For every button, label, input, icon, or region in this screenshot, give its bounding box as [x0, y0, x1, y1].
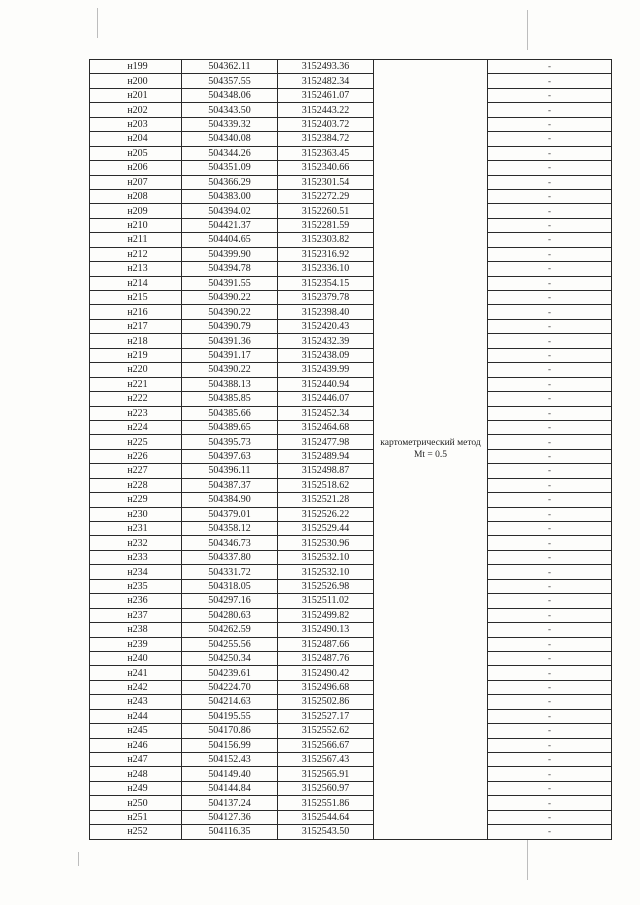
y-coordinate-cell: 3152543.50: [278, 825, 374, 839]
table-row: [90, 363, 612, 377]
y-coordinate-cell: 3152496.68: [278, 680, 374, 694]
point-name-cell: н211: [90, 233, 182, 247]
extra-value-cell: -: [488, 291, 612, 305]
point-name-cell: н214: [90, 276, 182, 290]
extra-value-cell: -: [488, 738, 612, 752]
y-coordinate-cell: 3152490.13: [278, 623, 374, 637]
y-coordinate-cell: 3152403.72: [278, 117, 374, 131]
x-coordinate-cell: 504390.79: [182, 319, 278, 333]
table-row: [90, 406, 612, 420]
y-coordinate-cell: 3152363.45: [278, 146, 374, 160]
point-name-cell: н248: [90, 767, 182, 781]
table-row: [90, 637, 612, 651]
extra-value-cell: -: [488, 88, 612, 102]
point-name-cell: н234: [90, 565, 182, 579]
y-coordinate-cell: 3152532.10: [278, 565, 374, 579]
table-row: [90, 767, 612, 781]
table-row: [90, 608, 612, 622]
table-row: [90, 623, 612, 637]
table-row: [90, 103, 612, 117]
point-name-cell: н252: [90, 825, 182, 839]
point-name-cell: н199: [90, 60, 182, 74]
extra-value-cell: -: [488, 175, 612, 189]
point-name-cell: н243: [90, 695, 182, 709]
extra-value-cell: -: [488, 579, 612, 593]
scan-artifact-line: [527, 10, 528, 50]
y-coordinate-cell: 3152527.17: [278, 709, 374, 723]
extra-value-cell: -: [488, 695, 612, 709]
y-coordinate-cell: 3152502.86: [278, 695, 374, 709]
point-name-cell: н210: [90, 218, 182, 232]
extra-value-cell: -: [488, 767, 612, 781]
x-coordinate-cell: 504331.72: [182, 565, 278, 579]
x-coordinate-cell: 504383.00: [182, 189, 278, 203]
table-row: [90, 493, 612, 507]
y-coordinate-cell: 3152487.66: [278, 637, 374, 651]
extra-value-cell: -: [488, 420, 612, 434]
point-name-cell: н225: [90, 435, 182, 449]
extra-value-cell: -: [488, 319, 612, 333]
x-coordinate-cell: 504358.12: [182, 522, 278, 536]
extra-value-cell: -: [488, 103, 612, 117]
x-coordinate-cell: 504388.13: [182, 377, 278, 391]
point-name-cell: н231: [90, 522, 182, 536]
x-coordinate-cell: 504390.22: [182, 363, 278, 377]
y-coordinate-cell: 3152438.09: [278, 348, 374, 362]
y-coordinate-cell: 3152316.92: [278, 247, 374, 261]
x-coordinate-cell: 504137.24: [182, 796, 278, 810]
point-name-cell: н229: [90, 493, 182, 507]
y-coordinate-cell: 3152566.67: [278, 738, 374, 752]
table-row: [90, 189, 612, 203]
extra-value-cell: -: [488, 276, 612, 290]
table-row: [90, 709, 612, 723]
x-coordinate-cell: 504170.86: [182, 724, 278, 738]
method-note-cell: картометрический метод Mt = 0.5: [374, 60, 488, 840]
point-name-cell: н251: [90, 810, 182, 824]
y-coordinate-cell: 3152493.36: [278, 60, 374, 74]
table-row: [90, 319, 612, 333]
x-coordinate-cell: 504379.01: [182, 507, 278, 521]
table-row: [90, 478, 612, 492]
y-coordinate-cell: 3152379.78: [278, 291, 374, 305]
point-name-cell: н221: [90, 377, 182, 391]
point-name-cell: н230: [90, 507, 182, 521]
extra-value-cell: -: [488, 709, 612, 723]
coordinates-table-body: [90, 60, 612, 840]
extra-value-cell: -: [488, 377, 612, 391]
table-row: [90, 651, 612, 665]
point-name-cell: н219: [90, 348, 182, 362]
point-name-cell: н226: [90, 449, 182, 463]
table-row: [90, 334, 612, 348]
extra-value-cell: -: [488, 507, 612, 521]
y-coordinate-cell: 3152489.94: [278, 449, 374, 463]
table-row: [90, 247, 612, 261]
table-row: [90, 522, 612, 536]
y-coordinate-cell: 3152565.91: [278, 767, 374, 781]
x-coordinate-cell: 504384.90: [182, 493, 278, 507]
table-row: [90, 680, 612, 694]
y-coordinate-cell: 3152354.15: [278, 276, 374, 290]
point-name-cell: н207: [90, 175, 182, 189]
y-coordinate-cell: 3152432.39: [278, 334, 374, 348]
point-name-cell: н247: [90, 753, 182, 767]
x-coordinate-cell: 504348.06: [182, 88, 278, 102]
point-name-cell: н249: [90, 781, 182, 795]
table-row: [90, 449, 612, 463]
y-coordinate-cell: 3152446.07: [278, 392, 374, 406]
x-coordinate-cell: 504152.43: [182, 753, 278, 767]
y-coordinate-cell: 3152384.72: [278, 132, 374, 146]
point-name-cell: н201: [90, 88, 182, 102]
extra-value-cell: -: [488, 522, 612, 536]
y-coordinate-cell: 3152490.42: [278, 666, 374, 680]
y-coordinate-cell: 3152420.43: [278, 319, 374, 333]
point-name-cell: н203: [90, 117, 182, 131]
extra-value-cell: -: [488, 536, 612, 550]
point-name-cell: н212: [90, 247, 182, 261]
table-row: [90, 88, 612, 102]
point-name-cell: н209: [90, 204, 182, 218]
extra-value-cell: -: [488, 449, 612, 463]
table-row: [90, 594, 612, 608]
extra-value-cell: -: [488, 651, 612, 665]
table-row: [90, 60, 612, 74]
table-row: [90, 132, 612, 146]
table-row: [90, 565, 612, 579]
y-coordinate-cell: 3152461.07: [278, 88, 374, 102]
table-row: [90, 276, 612, 290]
table-row: [90, 305, 612, 319]
point-name-cell: н222: [90, 392, 182, 406]
point-name-cell: н239: [90, 637, 182, 651]
table-row: [90, 825, 612, 839]
extra-value-cell: -: [488, 810, 612, 824]
x-coordinate-cell: 504385.66: [182, 406, 278, 420]
scan-artifact-line: [78, 852, 79, 866]
extra-value-cell: -: [488, 623, 612, 637]
x-coordinate-cell: 504195.55: [182, 709, 278, 723]
x-coordinate-cell: 504399.90: [182, 247, 278, 261]
point-name-cell: н202: [90, 103, 182, 117]
x-coordinate-cell: 504390.22: [182, 291, 278, 305]
point-name-cell: н250: [90, 796, 182, 810]
x-coordinate-cell: 504343.50: [182, 103, 278, 117]
table-row: [90, 550, 612, 564]
y-coordinate-cell: 3152303.82: [278, 233, 374, 247]
point-name-cell: н244: [90, 709, 182, 723]
y-coordinate-cell: 3152336.10: [278, 262, 374, 276]
table-row: [90, 435, 612, 449]
x-coordinate-cell: 504280.63: [182, 608, 278, 622]
x-coordinate-cell: 504340.08: [182, 132, 278, 146]
y-coordinate-cell: 3152281.59: [278, 218, 374, 232]
x-coordinate-cell: 504366.29: [182, 175, 278, 189]
x-coordinate-cell: 504394.02: [182, 204, 278, 218]
scan-artifact-line: [97, 8, 98, 38]
extra-value-cell: -: [488, 666, 612, 680]
extra-value-cell: -: [488, 565, 612, 579]
y-coordinate-cell: 3152482.34: [278, 74, 374, 88]
point-name-cell: н238: [90, 623, 182, 637]
x-coordinate-cell: 504262.59: [182, 623, 278, 637]
x-coordinate-cell: 504397.63: [182, 449, 278, 463]
extra-value-cell: -: [488, 435, 612, 449]
extra-value-cell: -: [488, 132, 612, 146]
x-coordinate-cell: 504337.80: [182, 550, 278, 564]
y-coordinate-cell: 3152521.28: [278, 493, 374, 507]
y-coordinate-cell: 3152340.66: [278, 161, 374, 175]
extra-value-cell: -: [488, 493, 612, 507]
table-row: [90, 377, 612, 391]
x-coordinate-cell: 504116.35: [182, 825, 278, 839]
table-row: [90, 146, 612, 160]
extra-value-cell: -: [488, 247, 612, 261]
x-coordinate-cell: 504250.34: [182, 651, 278, 665]
point-name-cell: н206: [90, 161, 182, 175]
x-coordinate-cell: 504396.11: [182, 464, 278, 478]
x-coordinate-cell: 504391.55: [182, 276, 278, 290]
extra-value-cell: -: [488, 796, 612, 810]
table-row: [90, 74, 612, 88]
extra-value-cell: -: [488, 550, 612, 564]
table-row: [90, 420, 612, 434]
y-coordinate-cell: 3152487.76: [278, 651, 374, 665]
table-row: [90, 724, 612, 738]
x-coordinate-cell: 504255.56: [182, 637, 278, 651]
point-name-cell: н241: [90, 666, 182, 680]
extra-value-cell: -: [488, 478, 612, 492]
x-coordinate-cell: 504362.11: [182, 60, 278, 74]
y-coordinate-cell: 3152260.51: [278, 204, 374, 218]
x-coordinate-cell: 504351.09: [182, 161, 278, 175]
y-coordinate-cell: 3152440.94: [278, 377, 374, 391]
extra-value-cell: -: [488, 233, 612, 247]
extra-value-cell: -: [488, 262, 612, 276]
point-name-cell: н232: [90, 536, 182, 550]
x-coordinate-cell: 504144.84: [182, 781, 278, 795]
y-coordinate-cell: 3152544.64: [278, 810, 374, 824]
x-coordinate-cell: 504224.70: [182, 680, 278, 694]
y-coordinate-cell: 3152552.62: [278, 724, 374, 738]
x-coordinate-cell: 504149.40: [182, 767, 278, 781]
table-row: [90, 666, 612, 680]
y-coordinate-cell: 3152443.22: [278, 103, 374, 117]
y-coordinate-cell: 3152529.44: [278, 522, 374, 536]
point-name-cell: н235: [90, 579, 182, 593]
table-row: [90, 218, 612, 232]
x-coordinate-cell: 504156.99: [182, 738, 278, 752]
x-coordinate-cell: 504395.73: [182, 435, 278, 449]
table-row: [90, 348, 612, 362]
x-coordinate-cell: 504387.37: [182, 478, 278, 492]
point-name-cell: н245: [90, 724, 182, 738]
point-name-cell: н220: [90, 363, 182, 377]
point-name-cell: н240: [90, 651, 182, 665]
y-coordinate-cell: 3152511.02: [278, 594, 374, 608]
y-coordinate-cell: 3152477.98: [278, 435, 374, 449]
table-row: [90, 810, 612, 824]
y-coordinate-cell: 3152439.99: [278, 363, 374, 377]
point-name-cell: н236: [90, 594, 182, 608]
table-row: [90, 781, 612, 795]
extra-value-cell: -: [488, 161, 612, 175]
point-name-cell: н242: [90, 680, 182, 694]
x-coordinate-cell: 504239.61: [182, 666, 278, 680]
x-coordinate-cell: 504394.78: [182, 262, 278, 276]
point-name-cell: н204: [90, 132, 182, 146]
x-coordinate-cell: 504389.65: [182, 420, 278, 434]
y-coordinate-cell: 3152499.82: [278, 608, 374, 622]
extra-value-cell: -: [488, 594, 612, 608]
point-name-cell: н217: [90, 319, 182, 333]
table-row: [90, 464, 612, 478]
table-row: [90, 161, 612, 175]
y-coordinate-cell: 3152464.68: [278, 420, 374, 434]
table-row: [90, 392, 612, 406]
extra-value-cell: -: [488, 753, 612, 767]
y-coordinate-cell: 3152530.96: [278, 536, 374, 550]
extra-value-cell: -: [488, 724, 612, 738]
extra-value-cell: -: [488, 363, 612, 377]
y-coordinate-cell: 3152560.97: [278, 781, 374, 795]
table-row: [90, 291, 612, 305]
y-coordinate-cell: 3152452.34: [278, 406, 374, 420]
y-coordinate-cell: 3152301.54: [278, 175, 374, 189]
x-coordinate-cell: 504214.63: [182, 695, 278, 709]
x-coordinate-cell: 504421.37: [182, 218, 278, 232]
x-coordinate-cell: 504404.65: [182, 233, 278, 247]
table-row: [90, 579, 612, 593]
x-coordinate-cell: 504339.32: [182, 117, 278, 131]
y-coordinate-cell: 3152518.62: [278, 478, 374, 492]
table-row: [90, 262, 612, 276]
extra-value-cell: -: [488, 204, 612, 218]
point-name-cell: н213: [90, 262, 182, 276]
point-name-cell: н233: [90, 550, 182, 564]
point-name-cell: н208: [90, 189, 182, 203]
extra-value-cell: -: [488, 464, 612, 478]
extra-value-cell: -: [488, 305, 612, 319]
table-row: [90, 695, 612, 709]
extra-value-cell: -: [488, 680, 612, 694]
table-row: [90, 796, 612, 810]
x-coordinate-cell: 504344.26: [182, 146, 278, 160]
x-coordinate-cell: 504318.05: [182, 579, 278, 593]
table-row: [90, 233, 612, 247]
extra-value-cell: -: [488, 146, 612, 160]
x-coordinate-cell: 504127.36: [182, 810, 278, 824]
point-name-cell: н205: [90, 146, 182, 160]
y-coordinate-cell: 3152532.10: [278, 550, 374, 564]
y-coordinate-cell: 3152498.87: [278, 464, 374, 478]
x-coordinate-cell: 504297.16: [182, 594, 278, 608]
x-coordinate-cell: 504357.55: [182, 74, 278, 88]
table-row: [90, 536, 612, 550]
table-row: [90, 175, 612, 189]
point-name-cell: н227: [90, 464, 182, 478]
coordinates-table: [89, 59, 612, 840]
extra-value-cell: -: [488, 608, 612, 622]
point-name-cell: н237: [90, 608, 182, 622]
y-coordinate-cell: 3152551.86: [278, 796, 374, 810]
table-row: [90, 507, 612, 521]
x-coordinate-cell: 504346.73: [182, 536, 278, 550]
x-coordinate-cell: 504385.85: [182, 392, 278, 406]
table-row: [90, 117, 612, 131]
y-coordinate-cell: 3152567.43: [278, 753, 374, 767]
extra-value-cell: -: [488, 825, 612, 839]
table-row: [90, 204, 612, 218]
point-name-cell: н215: [90, 291, 182, 305]
extra-value-cell: -: [488, 218, 612, 232]
extra-value-cell: -: [488, 117, 612, 131]
point-name-cell: н200: [90, 74, 182, 88]
extra-value-cell: -: [488, 392, 612, 406]
table-row: [90, 753, 612, 767]
x-coordinate-cell: 504390.22: [182, 305, 278, 319]
point-name-cell: н228: [90, 478, 182, 492]
extra-value-cell: -: [488, 334, 612, 348]
extra-value-cell: -: [488, 637, 612, 651]
extra-value-cell: -: [488, 189, 612, 203]
extra-value-cell: -: [488, 781, 612, 795]
table-row: [90, 738, 612, 752]
extra-value-cell: -: [488, 60, 612, 74]
extra-value-cell: -: [488, 348, 612, 362]
x-coordinate-cell: 504391.36: [182, 334, 278, 348]
point-name-cell: н218: [90, 334, 182, 348]
extra-value-cell: -: [488, 406, 612, 420]
point-name-cell: н216: [90, 305, 182, 319]
y-coordinate-cell: 3152526.98: [278, 579, 374, 593]
y-coordinate-cell: 3152526.22: [278, 507, 374, 521]
scan-artifact-line: [527, 840, 528, 880]
point-name-cell: н224: [90, 420, 182, 434]
point-name-cell: н223: [90, 406, 182, 420]
y-coordinate-cell: 3152398.40: [278, 305, 374, 319]
x-coordinate-cell: 504391.17: [182, 348, 278, 362]
extra-value-cell: -: [488, 74, 612, 88]
y-coordinate-cell: 3152272.29: [278, 189, 374, 203]
point-name-cell: н246: [90, 738, 182, 752]
